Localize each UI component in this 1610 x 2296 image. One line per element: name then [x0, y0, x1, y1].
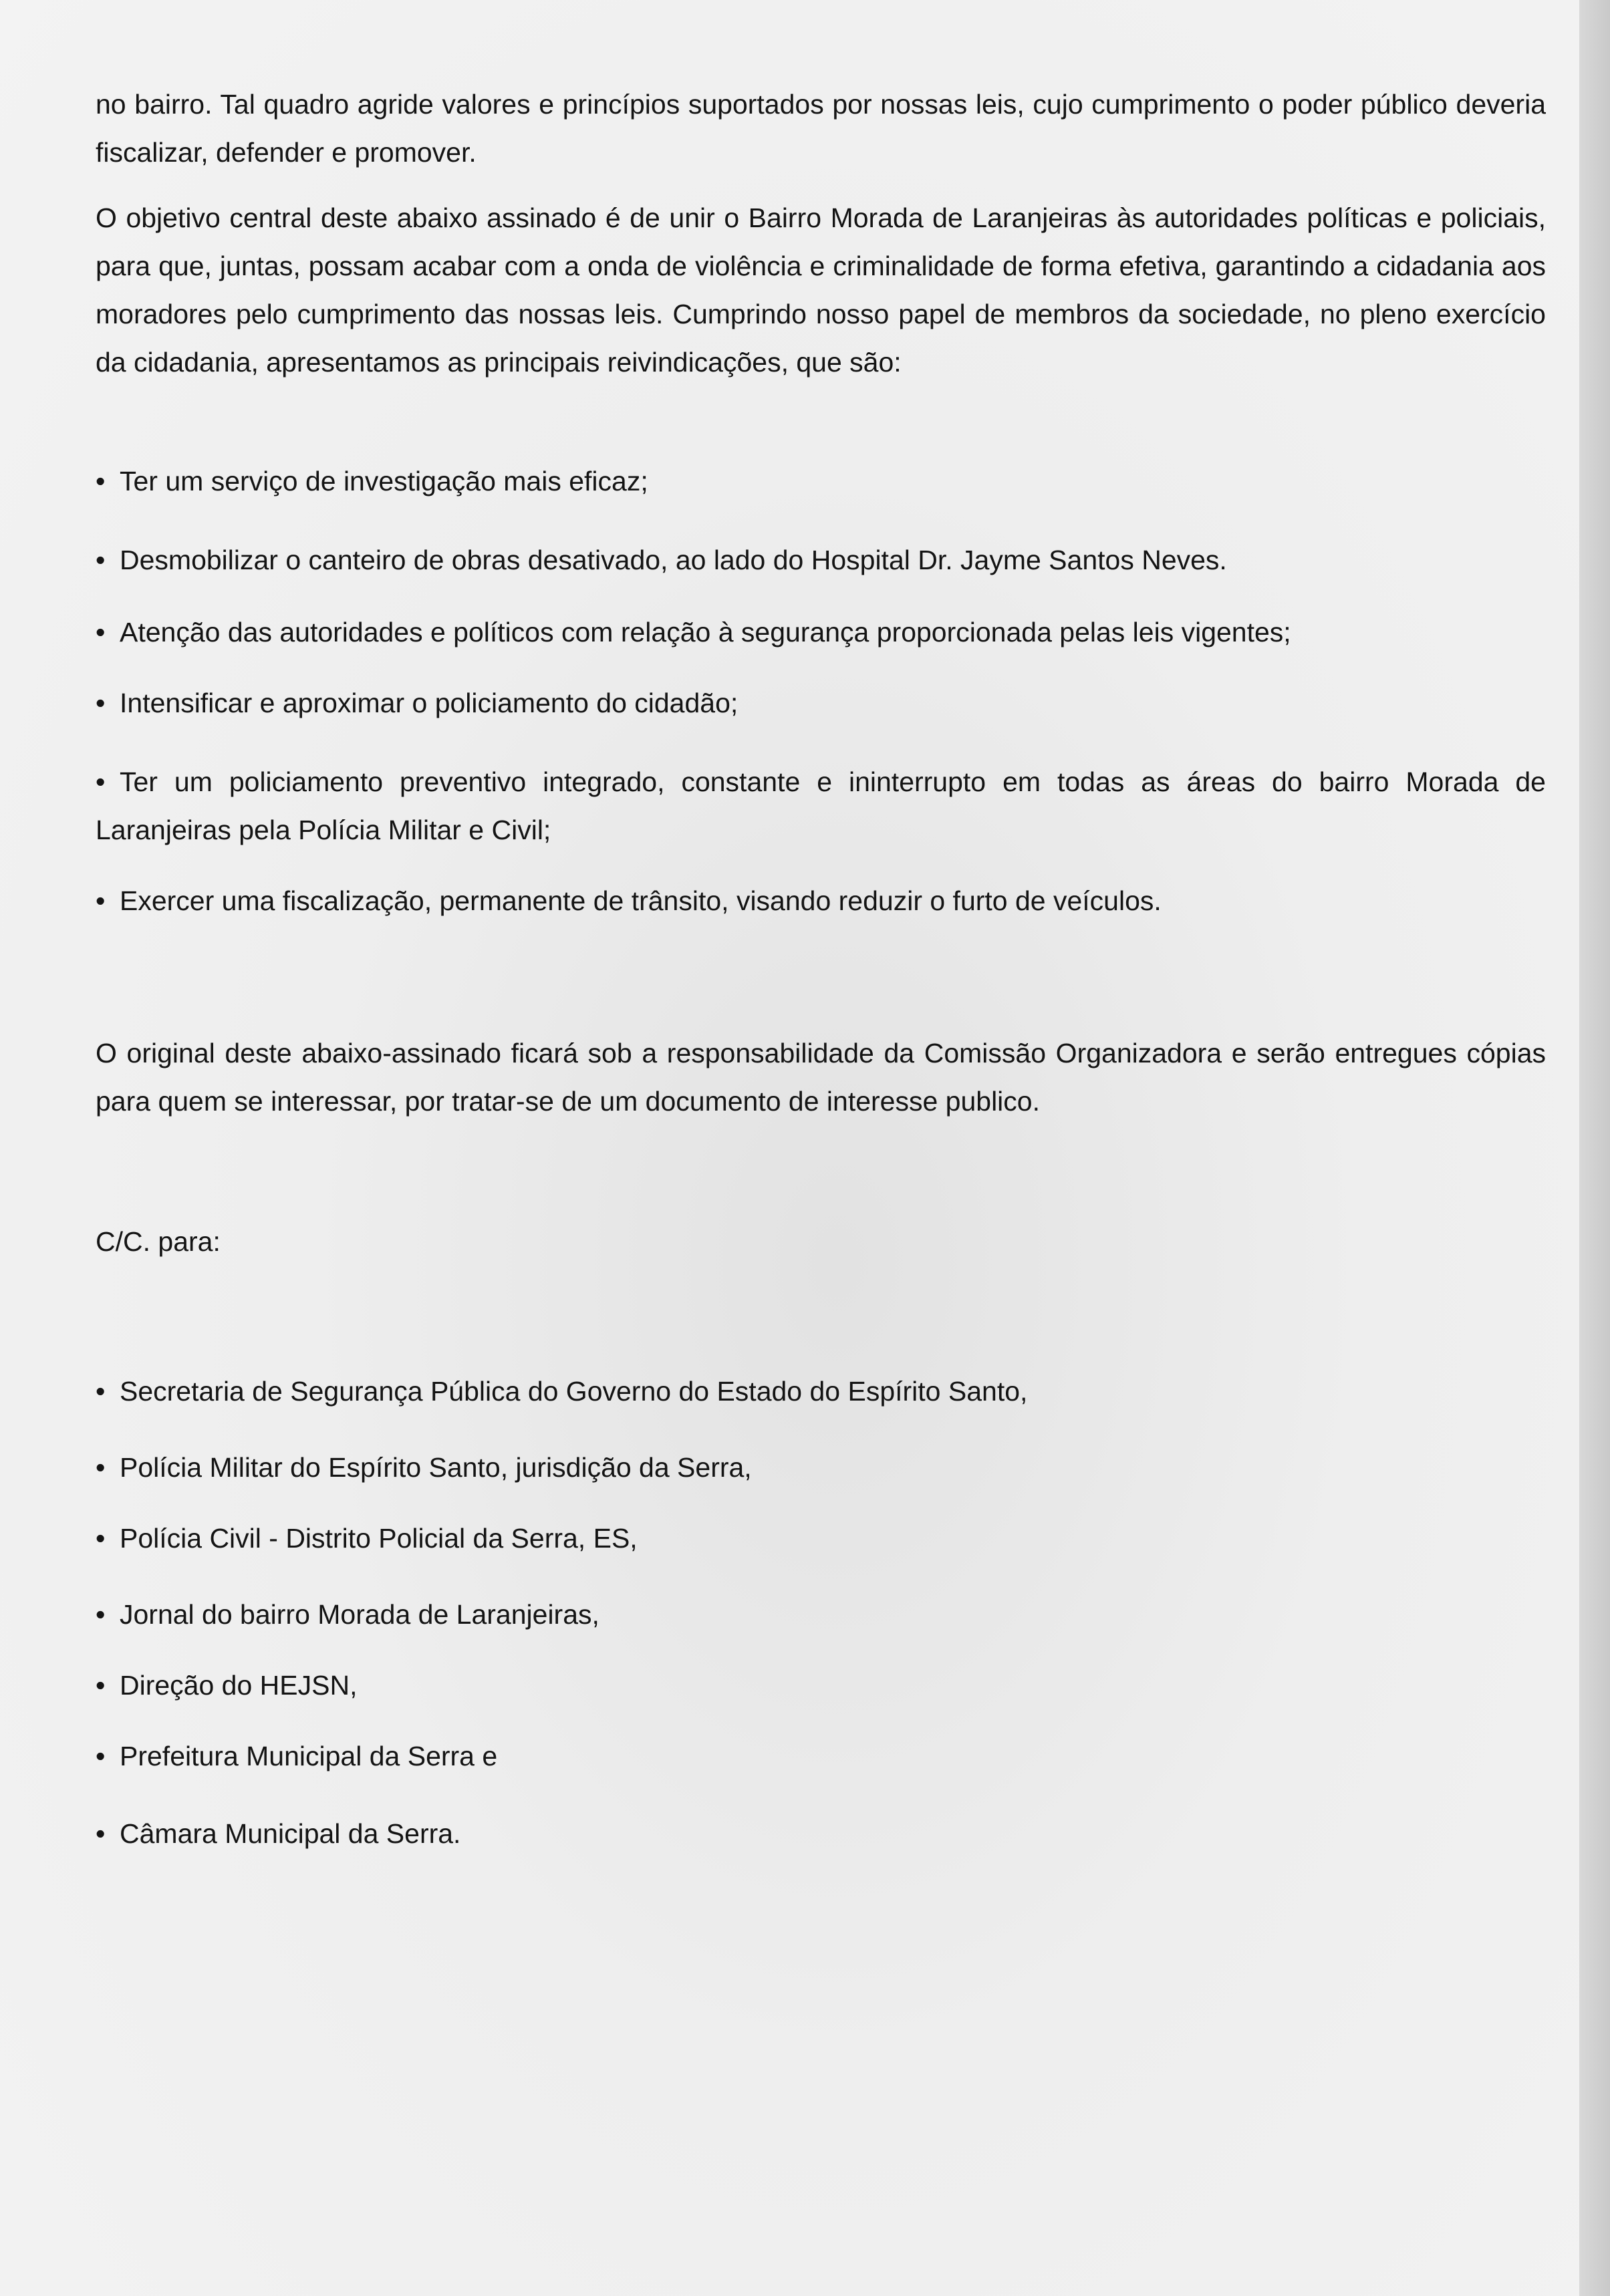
recipient-item-5: • Direção do HEJSN,: [96, 1661, 1546, 1709]
bullet-icon: •: [96, 1670, 106, 1701]
recipient-item-3: • Polícia Civil - Distrito Policial da Serra, ES,: [96, 1514, 1546, 1562]
demand-item-2: • Desmobilizar o canteiro de obras desativado, ao lado do Hospital Dr. Jayme Santos Neves.: [96, 536, 1546, 584]
bullet-icon: •: [96, 766, 106, 797]
original-copy-paragraph: O original deste abaixo-assinado ficará sob a responsabilidade da Comissão Organizadora e serão entregues cópias para quem se interessar, por tratar-se de um documento de interesse publico.: [96, 1038, 1546, 1117]
page-edge-shadow: [1579, 0, 1610, 2296]
recipient-item-6: • Prefeitura Municipal da Serra e: [96, 1732, 1546, 1780]
bullet-icon: •: [96, 1376, 106, 1407]
bullet-icon: •: [96, 885, 106, 916]
intro-paragraph: no bairro. Tal quadro agride valores e princípios suportados por nossas leis, cujo cumprimento o poder público deveria fiscalizar, defender e promover.: [96, 89, 1546, 168]
bullet-icon: •: [96, 1523, 106, 1554]
bullet-icon: •: [96, 688, 106, 718]
recipient-item-2: • Polícia Militar do Espírito Santo, jurisdição da Serra,: [96, 1443, 1546, 1491]
cc-label: C/C. para:: [96, 1226, 221, 1257]
demand-item-1: • Ter um serviço de investigação mais eficaz;: [96, 457, 1546, 505]
bullet-icon: •: [96, 1818, 106, 1849]
bullet-icon: •: [96, 466, 106, 496]
demand-item-4: • Intensificar e aproximar o policiamento do cidadão;: [96, 679, 1546, 727]
bullet-icon: •: [96, 1599, 106, 1630]
bullet-icon: •: [96, 617, 106, 648]
bullet-icon: •: [96, 545, 106, 575]
objective-paragraph: O objetivo central deste abaixo assinado é de unir o Bairro Morada de Laranjeiras às autoridades políticas e policiais, para que, juntas, possam acabar com a onda de violência e criminalidade de forma efetiva, garantindo a cidadania aos moradores pelo cumprimento das nossas leis. Cumprindo nosso papel de membros da sociedade, no pleno exercício da cidadania, apresentamos as principais reivindicações, que são:: [96, 202, 1546, 378]
bullet-icon: •: [96, 1741, 106, 1771]
bullet-icon: •: [96, 1452, 106, 1483]
demand-item-6: • Exercer uma fiscalização, permanente de trânsito, visando reduzir o furto de veículos.: [96, 877, 1546, 925]
demand-item-5: • Ter um policiamento preventivo integrado, constante e ininterrupto em todas as áreas do bairro Morada de Laranjeiras pela Polícia Militar e Civil;: [96, 758, 1546, 854]
recipient-item-1: • Secretaria de Segurança Pública do Governo do Estado do Espírito Santo,: [96, 1367, 1546, 1415]
recipient-item-7: • Câmara Municipal da Serra.: [96, 1810, 1546, 1858]
demand-item-3: • Atenção das autoridades e políticos com relação à segurança proporcionada pelas leis vigentes;: [96, 608, 1546, 656]
recipient-item-4: • Jornal do bairro Morada de Laranjeiras,: [96, 1590, 1546, 1638]
